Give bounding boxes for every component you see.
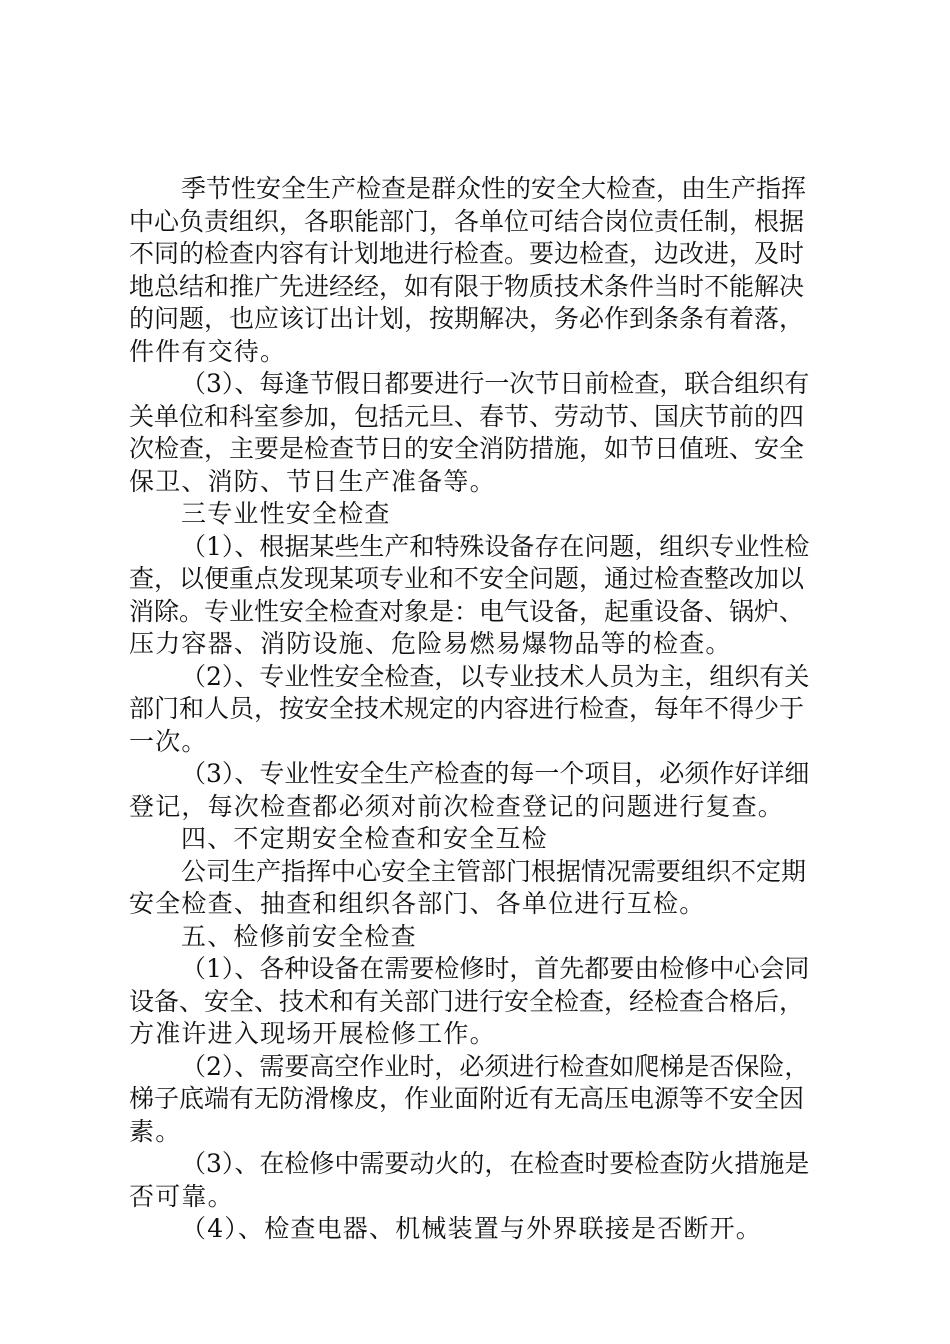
text-line: 部门和人员，按安全技术规定的内容进行检查，每年不得少于 xyxy=(129,694,805,723)
section-heading xyxy=(129,498,831,531)
paragraph xyxy=(129,1148,831,1213)
text-line: 查，以便重点发现某项专业和不安全问题，通过检查整改加以 xyxy=(129,564,805,593)
text-line: 素。 xyxy=(129,1116,182,1146)
paragraph xyxy=(129,758,831,823)
text-line: 五、检修前安全检查 xyxy=(181,921,417,951)
paragraph xyxy=(129,661,831,759)
text-line: 安全检查、抽查和组织各部门、各单位进行互检。 xyxy=(129,889,706,918)
text-line: 方准许进入现场开展检修工作。 xyxy=(129,1019,496,1048)
paragraph xyxy=(129,953,831,1051)
text-line: （2）、专业性安全检查，以专业技术人员为主，组织有关 xyxy=(181,661,810,691)
section-heading xyxy=(129,921,831,954)
text-line: （4）、检查电器、机械装置与外界联接是否断开。 xyxy=(181,1214,763,1243)
paragraph xyxy=(129,173,831,368)
text-line: 登记，每次检查都必须对前次检查登记的问题进行复查。 xyxy=(129,791,785,821)
text-line: 一次。 xyxy=(129,726,208,756)
text-line: 的问题，也应该订出计划，按期解决，务必作到条条有着落， xyxy=(129,304,805,333)
text-line: 地总结和推广先进经经，如有限于物质技术条件当时不能解决 xyxy=(129,271,805,301)
text-line: 季节性安全生产检查是群众性的安全大检查，由生产指挥 xyxy=(181,174,807,203)
text-line: （2）、需要高空作业时，必须进行检查如爬梯是否保险， xyxy=(181,1051,810,1081)
paragraph xyxy=(129,1051,831,1149)
text-line: 四、不定期安全检查和安全互检 xyxy=(181,824,548,853)
paragraph xyxy=(129,368,831,498)
text-line: 中心负责组织，各职能部门，各单位可结合岗位责任制，根据 xyxy=(129,206,805,236)
text-line: 件件有交待。 xyxy=(129,336,287,366)
text-line: 关单位和科室参加，包括元旦、春节、劳动节、国庆节前的四 xyxy=(129,401,805,431)
text-line: 否可靠。 xyxy=(129,1181,234,1211)
text-line: 公司生产指挥中心安全主管部门根据情况需要组织不定期 xyxy=(181,856,807,886)
text-line: （1）、根据某些生产和特殊设备存在问题，组织专业性检 xyxy=(181,531,810,561)
text-line: 三专业性安全检查 xyxy=(181,499,391,528)
text-line: 次检查，主要是检查节日的安全消防措施，如节日值班、安全 xyxy=(129,434,805,463)
paragraph xyxy=(129,1213,831,1246)
text-line: 设备、安全、技术和有关部门进行安全检查，经检查合格后， xyxy=(129,986,805,1016)
text-line: 消除。专业性安全检查对象是：电气设备，起重设备、锅炉、 xyxy=(129,596,805,626)
text-line: 保卫、消防、节日生产准备等。 xyxy=(129,466,496,496)
text-line: （1）、各种设备在需要检修时，首先都要由检修中心会同 xyxy=(181,954,810,983)
paragraph xyxy=(129,531,831,661)
text-line: （3）、每逢节假日都要进行一次节日前检查，联合组织有 xyxy=(181,369,810,398)
text-line: 压力容器、消防设施、危险易燃易爆物品等的检查。 xyxy=(129,629,732,658)
paragraph xyxy=(129,856,831,921)
text-line: （3）、专业性安全生产检查的每一个项目，必须作好详细 xyxy=(181,759,810,788)
document-body xyxy=(129,173,831,1246)
text-line: 不同的检查内容有计划地进行检查。要边检查，边改进，及时 xyxy=(129,239,805,268)
section-heading xyxy=(129,823,831,856)
text-line: 梯子底端有无防滑橡皮，作业面附近有无高压电源等不安全因 xyxy=(129,1084,805,1113)
text-line: （3）、在检修中需要动火的，在检查时要检查防火措施是 xyxy=(181,1149,810,1178)
